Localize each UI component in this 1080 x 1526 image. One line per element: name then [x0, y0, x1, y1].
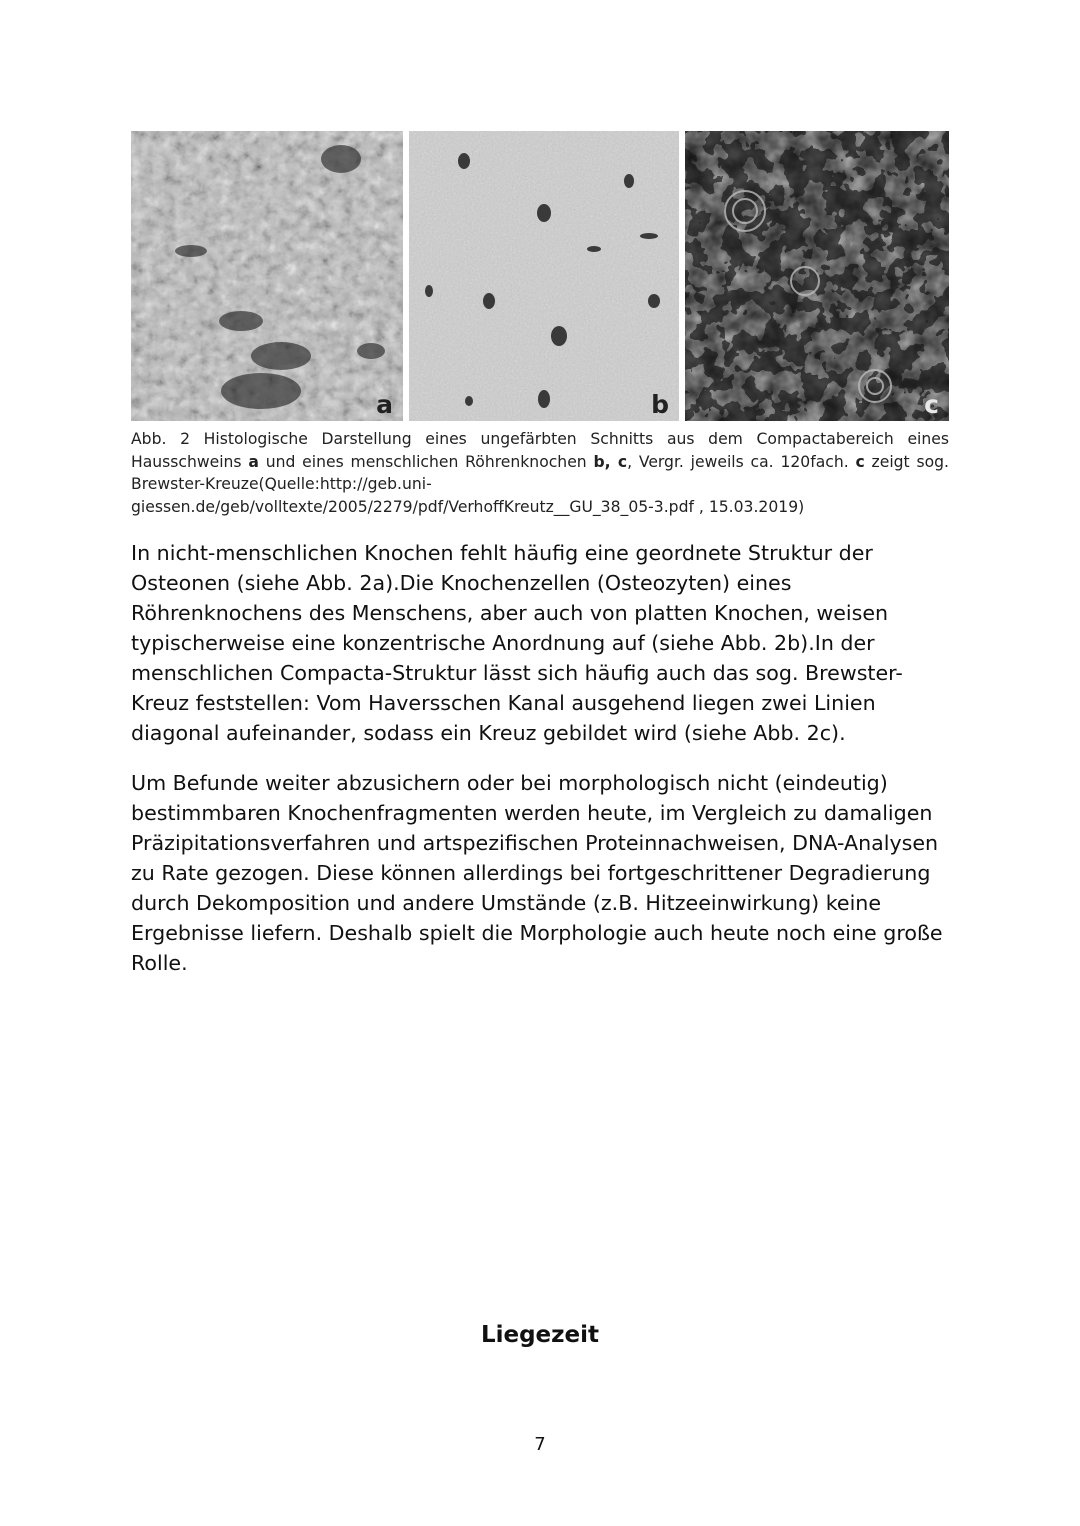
- caption-bold-c: c: [855, 452, 865, 471]
- panel-label-b: b: [651, 390, 669, 419]
- caption-text-3: , Vergr. jeweils ca. 120fach.: [627, 452, 856, 471]
- panel-label-c: c: [924, 390, 939, 419]
- caption-text-2: und eines menschlichen Röhrenknochen: [258, 452, 594, 471]
- human-bone-micrograph-image: [409, 131, 679, 421]
- micrograph-panel-a: [131, 131, 403, 421]
- caption-source-url: giessen.de/geb/volltexte/2005/2279/pdf/VerhoffKreutz__GU_38_05-3.pdf , 15.03.2019): [131, 497, 805, 516]
- caption-text-1: Abb. 2 Histologische Darstellung eines ungefärbten Schnitts aus dem Compactabereich eines Hausschweins: [131, 430, 949, 471]
- page-number: 7: [534, 1434, 546, 1455]
- brewster-cross-micrograph-image: [685, 131, 949, 421]
- panel-label-a: a: [376, 390, 393, 419]
- micrograph-panel-c: [685, 131, 949, 421]
- caption-bold-bc: b, c: [593, 452, 628, 471]
- figure-caption: [131, 428, 949, 518]
- micrograph-panel-b: [409, 131, 679, 421]
- body-paragraph-2: Um Befunde weiter abzusichern oder bei morphologisch nicht (eindeutig) bestimmbaren Knochenfragmenten werden heute, im Vergleich zu damaligen Präzipitationsverfahren und artspezifischen Proteinnachweisen, DNA-Analysen zu Rate gezogen. Diese können allerdings bei fortgeschrittener Degradierung durch Dekomposition und andere Umstände (z.B. Hitzeeinwirkung) keine Ergebnisse liefern. Deshalb spielt die Morphologie auch heute noch eine große Rolle.: [131, 771, 943, 975]
- body-paragraph-1: In nicht-menschlichen Knochen fehlt häufig eine geordnete Struktur der Osteonen (siehe Abb. 2a).Die Knochenzellen (Osteozyten) eines Röhrenknochens des Menschens, aber auch von platten Knochen, weisen typischerweise eine konzentrische Anordnung auf (siehe Abb. 2b).In der menschlichen Compacta-Struktur lässt sich häufig auch das sog. Brewster-Kreuz feststellen: Vom Haversschen Kanal ausgehend liegen zwei Linien diagonal aufeinander, sodass ein Kreuz gebildet wird (siehe Abb. 2c).: [131, 541, 903, 745]
- caption-text-4: zeigt sog. Brewster-Kreuze(Quelle:http://geb.uni-: [131, 452, 949, 493]
- caption-bold-a: a: [248, 452, 259, 471]
- section-heading: Liegezeit: [480, 1322, 600, 1348]
- pig-bone-micrograph-image: [131, 131, 403, 421]
- histology-figure: [131, 131, 949, 421]
